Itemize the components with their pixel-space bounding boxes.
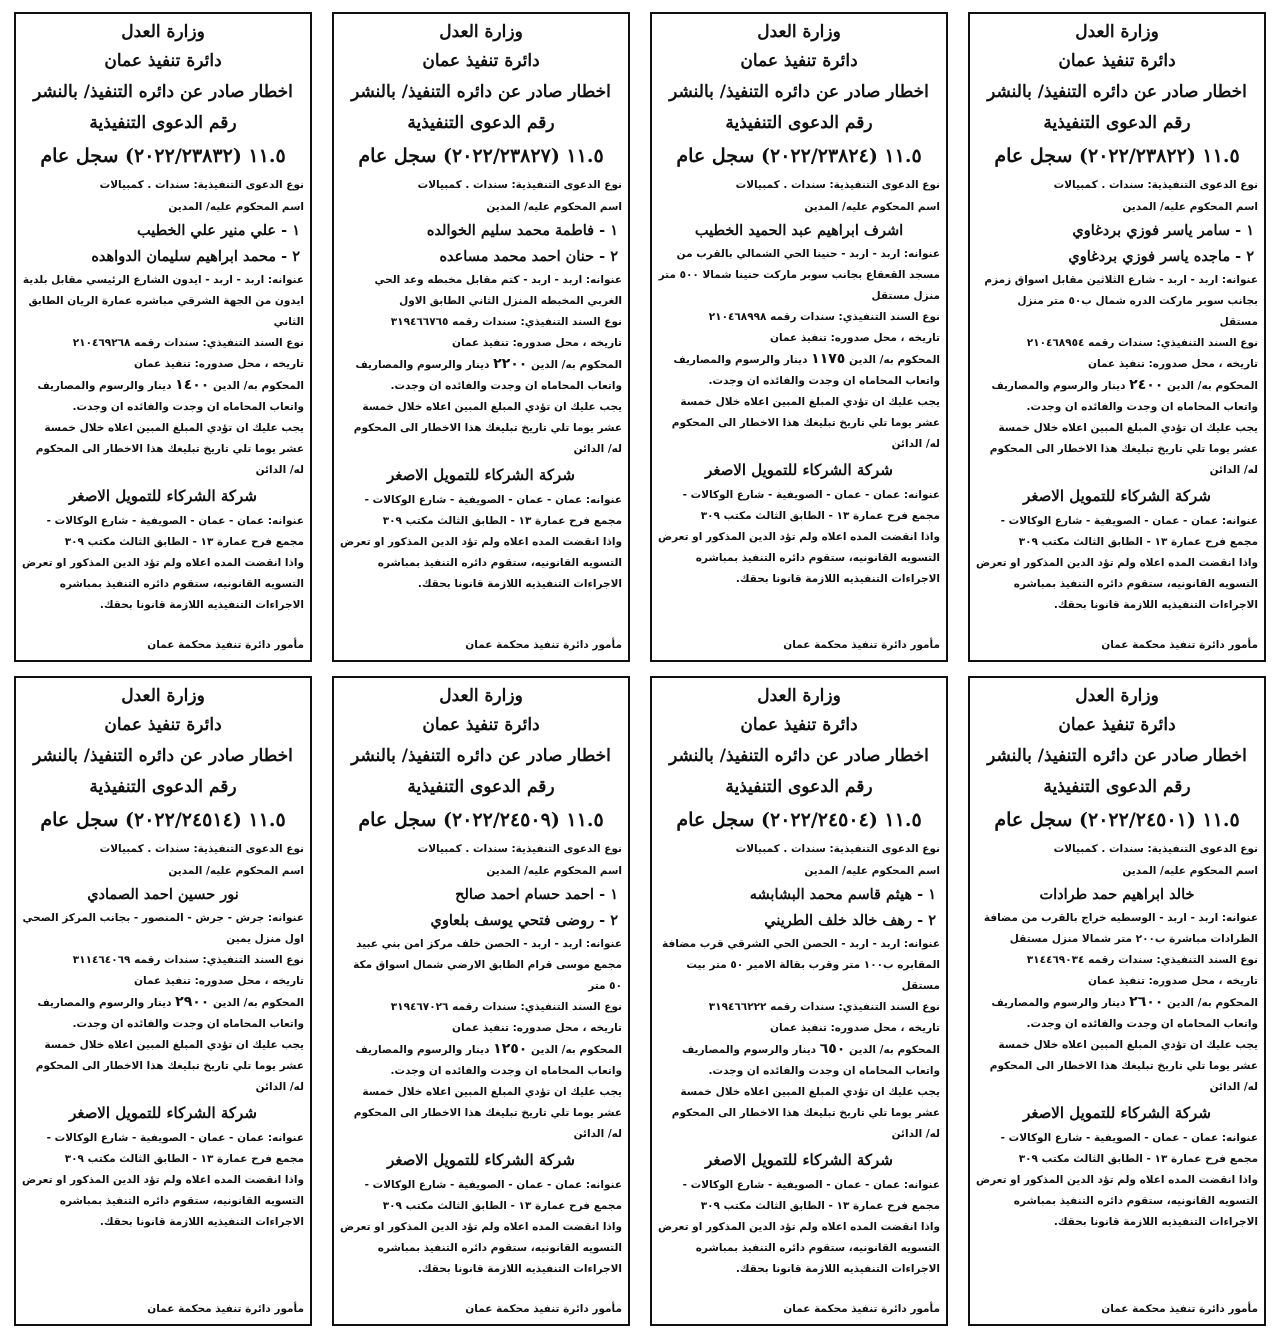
notice-type-heading: اخطار صادر عن دائره التنفيذ/ بالنشر xyxy=(987,82,1247,102)
bond-type: نوع السند التنفيذي: سندات رقمه ٣١٤٤٦٩٠٣٤ xyxy=(1026,954,1258,966)
notices-grid xyxy=(14,12,1266,1326)
amount-value: ٢٢٠٠ xyxy=(493,356,528,372)
creditor-address: عنوانه: عمان - عمان - الصويفية - شارع الوكالات - مجمع فرح عمارة ١٣ - الطابق الثالث مكتب ٣٠٩ xyxy=(46,1132,304,1165)
defendant-address: عنوانه: اربد - اربد - ايدون الشارع الرئيسي مقابل بلدية ايدون من الجهة الشرقي مباشره عمارة الريان الطابق الثاني xyxy=(22,274,304,328)
case-number-label: رقم الدعوى التنفيذية xyxy=(1043,777,1191,797)
origin: تاريخه ، محل صدوره: تنفيذ عمان xyxy=(1088,975,1258,987)
judgment-amount xyxy=(976,992,1258,1035)
fees-text: دينار والرسوم والمصاريف واتعاب المحاماه ان وجدت والفائده ان وجدت. xyxy=(673,354,940,387)
defendant-name: ١ - سامر ياسر فوزي بردغاوي xyxy=(1072,222,1254,239)
creditor-name: شركة الشركاء للتمويل الاصغر xyxy=(387,1151,575,1169)
claim-type: نوع الدعوى التنفيذية: سندات . كمبيالات xyxy=(99,843,304,855)
signature-footer: مأمور دائرة تنفيذ محكمة عمان xyxy=(465,639,622,651)
notice-card xyxy=(332,676,630,1326)
warning-text: واذا انقضت المده اعلاه ولم تؤد الدين المذكور او تعرض التسويه القانونيه، ستقوم دائره التنفيذ بمباشره الاجراءات التنفيذيه اللازمة قانونا بحقك. xyxy=(339,536,622,590)
signature-footer: مأمور دائرة تنفيذ محكمة عمان xyxy=(465,1303,622,1315)
creditor-name: شركة الشركاء للتمويل الاصغر xyxy=(69,1104,257,1122)
fees-text: دينار والرسوم والمصاريف واتعاب المحاماه ان وجدت والفائده ان وجدت. xyxy=(355,1044,622,1077)
case-number-label: رقم الدعوى التنفيذية xyxy=(407,113,555,133)
defendant-address: عنوانه: اربد - اربد - الحصن الحي الشرقي قرب مضافة المقابره ب١٠٠ متر وقرب بقالة الامير ٥٠ متر بيت مستقل xyxy=(662,938,940,992)
bond-type: نوع السند التنفيذي: سندات رقمه ٣١٩٤٦٧٠٢٦ xyxy=(390,1001,622,1013)
department-heading: دائرة تنفيذ عمان xyxy=(1058,715,1176,735)
defendant-label: اسم المحكوم عليه/ المدين xyxy=(804,865,940,877)
case-number-label: رقم الدعوى التنفيذية xyxy=(725,113,873,133)
warning-text: واذا انقضت المده اعلاه ولم تؤد الدين المذكور او تعرض التسويه القانونيه، ستقوم دائره التنفيذ بمباشره الاجراءات التنفيذيه اللازمة قانونا بحقك. xyxy=(975,557,1258,611)
case-number: ١١.٥ (٢٠٢٢/٢٤٥١٤) سجل عام xyxy=(40,809,286,831)
ministry-heading: وزارة العدل xyxy=(757,22,841,42)
case-number-label: رقم الدعوى التنفيذية xyxy=(89,113,237,133)
amount-prefix: المحكوم به/ الدين xyxy=(531,359,622,371)
case-number: ١١.٥ (٢٠٢٢/٢٤٥٠٤) سجل عام xyxy=(676,809,922,831)
defendant-label: اسم المحكوم عليه/ المدين xyxy=(1122,201,1258,213)
amount-value: ١١٧٥ xyxy=(811,351,846,367)
defendant-address: عنوانه: جرش - جرش - المنصور - بجانب المركز الصحي اول منزل يمين xyxy=(22,912,304,945)
case-number-label: رقم الدعوى التنفيذية xyxy=(407,777,555,797)
defendant-name: ٢ - رهف خالد خلف الطريني xyxy=(764,912,936,929)
deadline-text: يجب عليك ان تؤدي المبلغ المبين اعلاه خلال خمسة عشر يوما تلي تاريخ تبليغك هذا الاخطار الى المحكوم له/ الدائن xyxy=(353,401,622,455)
defendant-name: ٢ - روضى فتحي يوسف بلعاوي xyxy=(430,912,618,929)
defendant-label: اسم المحكوم عليه/ المدين xyxy=(1122,865,1258,877)
creditor-address: عنوانه: عمان - عمان - الصويفية - شارع الوكالات - مجمع فرح عمارة ١٣ - الطابق الثالث مكتب ٣٠٩ xyxy=(682,489,940,522)
creditor-address: عنوانه: عمان - عمان - الصويفية - شارع الوكالات - مجمع فرح عمارة ١٣ - الطابق الثالث مكتب ٣٠٩ xyxy=(1000,1132,1258,1165)
defendant-label: اسم المحكوم عليه/ المدين xyxy=(486,865,622,877)
fees-text: دينار والرسوم والمصاريف واتعاب المحاماه ان وجدت والفائده ان وجدت. xyxy=(37,380,304,413)
judgment-amount xyxy=(340,354,622,397)
origin: تاريخه ، محل صدوره: تنفيذ عمان xyxy=(134,975,304,987)
notice-card xyxy=(968,12,1266,662)
defendant-name: نور حسين احمد الصمادي xyxy=(87,886,239,903)
notice-card xyxy=(650,12,948,662)
department-heading: دائرة تنفيذ عمان xyxy=(104,51,222,71)
amount-value: ٢٤٠٠ xyxy=(1129,377,1164,393)
amount-value: ٦٥٠ xyxy=(819,1041,846,1057)
ministry-heading: وزارة العدل xyxy=(121,686,205,706)
deadline-text: يجب عليك ان تؤدي المبلغ المبين اعلاه خلال خمسة عشر يوما تلي تاريخ تبليغك هذا الاخطار الى المحكوم له/ الدائن xyxy=(989,1039,1258,1093)
notice-card xyxy=(332,12,630,662)
signature-footer: مأمور دائرة تنفيذ محكمة عمان xyxy=(147,639,304,651)
claim-type: نوع الدعوى التنفيذية: سندات . كمبيالات xyxy=(1053,843,1258,855)
defendant-label: اسم المحكوم عليه/ المدين xyxy=(168,201,304,213)
warning-text: واذا انقضت المده اعلاه ولم تؤد الدين المذكور او تعرض التسويه القانونيه، ستقوم دائره التنفيذ بمباشره الاجراءات التنفيذيه اللازمة قانونا بحقك. xyxy=(21,1174,304,1228)
defendant-label: اسم المحكوم عليه/ المدين xyxy=(486,201,622,213)
amount-prefix: المحكوم به/ الدين xyxy=(213,997,304,1009)
creditor-name: شركة الشركاء للتمويل الاصغر xyxy=(1023,487,1211,505)
defendant-address: عنوانه: اربد - اربد - حنينا الحي الشمالي بالقرب من مسجد القعقاع بجانب سوبر ماركت حنينا شمالا ٥٠٠ متر منزل مستقل xyxy=(658,248,940,302)
creditor-name: شركة الشركاء للتمويل الاصغر xyxy=(387,466,575,484)
origin: تاريخه ، محل صدوره: تنفيذ عمان xyxy=(770,332,940,344)
amount-prefix: المحكوم به/ الدين xyxy=(531,1044,622,1056)
fees-text: دينار والرسوم والمصاريف واتعاب المحاماه ان وجدت والفائده ان وجدت. xyxy=(991,380,1258,413)
claim-type: نوع الدعوى التنفيذية: سندات . كمبيالات xyxy=(1053,179,1258,191)
defendant-name: ٢ - ماجده ياسر فوزي بردغاوي xyxy=(1068,248,1254,265)
claim-type: نوع الدعوى التنفيذية: سندات . كمبيالات xyxy=(417,843,622,855)
judgment-amount xyxy=(340,1039,622,1082)
creditor-address: عنوانه: عمان - عمان - الصويفية - شارع الوكالات - مجمع فرح عمارة ١٣ - الطابق الثالث مكتب ٣٠٩ xyxy=(46,515,304,548)
notice-type-heading: اخطار صادر عن دائره التنفيذ/ بالنشر xyxy=(669,746,929,766)
case-number-label: رقم الدعوى التنفيذية xyxy=(89,777,237,797)
ministry-heading: وزارة العدل xyxy=(439,686,523,706)
warning-text: واذا انقضت المده اعلاه ولم تؤد الدين المذكور او تعرض التسويه القانونيه، ستقوم دائره التنفيذ بمباشره الاجراءات التنفيذيه اللازمة قانونا بحقك. xyxy=(339,1221,622,1275)
notice-type-heading: اخطار صادر عن دائره التنفيذ/ بالنشر xyxy=(669,82,929,102)
claim-type: نوع الدعوى التنفيذية: سندات . كمبيالات xyxy=(735,843,940,855)
fees-text: دينار والرسوم والمصاريف واتعاب المحاماه ان وجدت والفائده ان وجدت. xyxy=(991,997,1258,1030)
amount-value: ١٢٥٠ xyxy=(493,1041,528,1057)
amount-value: ٢٩٠٠ xyxy=(175,994,210,1010)
notice-type-heading: اخطار صادر عن دائره التنفيذ/ بالنشر xyxy=(351,746,611,766)
notice-type-heading: اخطار صادر عن دائره التنفيذ/ بالنشر xyxy=(987,746,1247,766)
ministry-heading: وزارة العدل xyxy=(757,686,841,706)
ministry-heading: وزارة العدل xyxy=(439,22,523,42)
amount-value: ٢٦٠٠ xyxy=(1129,994,1164,1010)
bond-type: نوع السند التنفيذي: سندات رقمه ٢١٠٤٦٩٢٦٨ xyxy=(72,337,304,349)
defendant-address: عنوانه: اربد - اربد - الحصن خلف مركز امن بني عبيد مجمع موسى قرام الطابق الارضي شمال اسواق مكة ٥٠ متر xyxy=(353,938,622,992)
case-number: ١١.٥ (٢٠٢٢/٢٣٨٣٢) سجل عام xyxy=(40,145,286,167)
judgment-amount xyxy=(658,349,940,392)
judgment-amount xyxy=(976,375,1258,418)
defendant-label: اسم المحكوم عليه/ المدين xyxy=(804,201,940,213)
defendant-name: ١ - علي منير علي الخطيب xyxy=(137,222,300,239)
creditor-name: شركة الشركاء للتمويل الاصغر xyxy=(1023,1104,1211,1122)
judgment-amount xyxy=(22,992,304,1035)
fees-text: دينار والرسوم والمصاريف واتعاب المحاماه ان وجدت والفائده ان وجدت. xyxy=(37,997,304,1030)
notice-type-heading: اخطار صادر عن دائره التنفيذ/ بالنشر xyxy=(351,82,611,102)
defendant-address: عنوانه: اربد - اربد - الوسطيه خراج بالقرب من مضافة الطرادات مباشرة ب٢٠٠ متر شمالا منزل مستقل xyxy=(983,912,1258,945)
notice-type-heading: اخطار صادر عن دائره التنفيذ/ بالنشر xyxy=(33,82,293,102)
notice-card xyxy=(650,676,948,1326)
department-heading: دائرة تنفيذ عمان xyxy=(422,51,540,71)
origin: تاريخه ، محل صدوره: تنفيذ عمان xyxy=(1088,358,1258,370)
bond-type: نوع السند التنفيذي: سندات رقمه ٢١٠٤٦٨٩٩٨ xyxy=(708,311,940,323)
case-number: ١١.٥ (٢٠٢٢/٢٤٥٠٩) سجل عام xyxy=(358,809,604,831)
bond-type: نوع السند التنفيذي: سندات رقمه ٣١٩٤٦٦٢٢٢ xyxy=(708,1001,940,1013)
fees-text: دينار والرسوم والمصاريف واتعاب المحاماه ان وجدت والفائده ان وجدت. xyxy=(682,1044,940,1077)
defendant-address: عنوانه: اربد - اربد - شارع الثلاثين مقابل اسواق زمزم بجانب سوبر ماركت الدره شمال ب٥٠ متر منزل مستقل xyxy=(984,274,1258,328)
warning-text: واذا انقضت المده اعلاه ولم تؤد الدين المذكور او تعرض التسويه القانونيه، ستقوم دائره التنفيذ بمباشره الاجراءات التنفيذيه اللازمة قانونا بحقك. xyxy=(657,1221,940,1275)
amount-value: ١٤٠٠ xyxy=(175,377,210,393)
creditor-address: عنوانه: عمان - عمان - الصويفية - شارع الوكالات - مجمع فرح عمارة ١٣ - الطابق الثالث مكتب ٣٠٩ xyxy=(682,1179,940,1212)
notice-type-heading: اخطار صادر عن دائره التنفيذ/ بالنشر xyxy=(33,746,293,766)
creditor-address: عنوانه: عمان - عمان - الصويفية - شارع الوكالات - مجمع فرح عمارة ١٣ - الطابق الثالث مكتب ٣٠٩ xyxy=(364,1179,622,1212)
signature-footer: مأمور دائرة تنفيذ محكمة عمان xyxy=(1101,1303,1258,1315)
origin: تاريخه ، محل صدوره: تنفيذ عمان xyxy=(452,1022,622,1034)
case-number: ١١.٥ (٢٠٢٢/٢٣٨٢٢) سجل عام xyxy=(994,145,1240,167)
bond-type: نوع السند التنفيذي: سندات رقمه ٣١١٤٦٤٠٦٩ xyxy=(72,954,304,966)
bond-type: نوع السند التنفيذي: سندات رقمه ٣١٩٤٦٦٧٦٥ xyxy=(390,316,622,328)
defendant-address: عنوانه: اربد - اربد - كتم مقابل مخبطه وعد الحي الغربي المخبطه المنزل الثاني الطابق الاول xyxy=(374,274,622,307)
warning-text: واذا انقضت المده اعلاه ولم تؤد الدين المذكور او تعرض التسويه القانونيه، ستقوم دائره التنفيذ بمباشره الاجراءات التنفيذيه اللازمة قانونا بحقك. xyxy=(21,557,304,611)
notice-card xyxy=(968,676,1266,1326)
claim-type: نوع الدعوى التنفيذية: سندات . كمبيالات xyxy=(735,179,940,191)
defendant-name: ٢ - حنان احمد محمد مساعده xyxy=(439,248,618,265)
deadline-text: يجب عليك ان تؤدي المبلغ المبين اعلاه خلال خمسة عشر يوما تلي تاريخ تبليغك هذا الاخطار الى المحكوم له/ الدائن xyxy=(35,422,304,476)
deadline-text: يجب عليك ان تؤدي المبلغ المبين اعلاه خلال خمسة عشر يوما تلي تاريخ تبليغك هذا الاخطار الى المحكوم له/ الدائن xyxy=(35,1039,304,1093)
defendant-name: ٢ - محمد ابراهيم سليمان الدواهده xyxy=(91,248,300,265)
creditor-address: عنوانه: عمان - عمان - الصويفية - شارع الوكالات - مجمع فرح عمارة ١٣ - الطابق الثالث مكتب ٣٠٩ xyxy=(1000,515,1258,548)
case-number: ١١.٥ (٢٠٢٢/٢٣٨٢٧) سجل عام xyxy=(358,145,604,167)
deadline-text: يجب عليك ان تؤدي المبلغ المبين اعلاه خلال خمسة عشر يوما تلي تاريخ تبليغك هذا الاخطار الى المحكوم له/ الدائن xyxy=(989,422,1258,476)
signature-footer: مأمور دائرة تنفيذ محكمة عمان xyxy=(783,639,940,651)
creditor-name: شركة الشركاء للتمويل الاصغر xyxy=(69,487,257,505)
notice-card xyxy=(14,12,312,662)
judgment-amount xyxy=(658,1039,940,1082)
signature-footer: مأمور دائرة تنفيذ محكمة عمان xyxy=(147,1303,304,1315)
origin: تاريخه ، محل صدوره: تنفيذ عمان xyxy=(452,337,622,349)
case-number: ١١.٥ (٢٠٢٢/٢٤٥٠١) سجل عام xyxy=(994,809,1240,831)
ministry-heading: وزارة العدل xyxy=(1075,22,1159,42)
amount-prefix: المحكوم به/ الدين xyxy=(1167,380,1258,392)
amount-prefix: المحكوم به/ الدين xyxy=(1167,997,1258,1009)
warning-text: واذا انقضت المده اعلاه ولم تؤد الدين المذكور او تعرض التسويه القانونيه، ستقوم دائره التنفيذ بمباشره الاجراءات التنفيذيه اللازمة قانونا بحقك. xyxy=(657,531,940,585)
department-heading: دائرة تنفيذ عمان xyxy=(104,715,222,735)
amount-prefix: المحكوم به/ الدين xyxy=(849,1044,940,1056)
claim-type: نوع الدعوى التنفيذية: سندات . كمبيالات xyxy=(417,179,622,191)
creditor-name: شركة الشركاء للتمويل الاصغر xyxy=(705,461,893,479)
department-heading: دائرة تنفيذ عمان xyxy=(740,715,858,735)
ministry-heading: وزارة العدل xyxy=(1075,686,1159,706)
signature-footer: مأمور دائرة تنفيذ محكمة عمان xyxy=(1101,639,1258,651)
origin: تاريخه ، محل صدوره: تنفيذ عمان xyxy=(770,1022,940,1034)
deadline-text: يجب عليك ان تؤدي المبلغ المبين اعلاه خلال خمسة عشر يوما تلي تاريخ تبليغك هذا الاخطار الى المحكوم له/ الدائن xyxy=(671,1086,940,1140)
defendant-name: ١ - احمد حسام احمد صالح xyxy=(455,886,618,903)
creditor-address: عنوانه: عمان - عمان - الصويفية - شارع الوكالات - مجمع فرح عمارة ١٣ - الطابق الثالث مكتب ٣٠٩ xyxy=(364,494,622,527)
fees-text: دينار والرسوم والمصاريف واتعاب المحاماه ان وجدت والفائده ان وجدت. xyxy=(355,359,622,392)
notice-card xyxy=(14,676,312,1326)
ministry-heading: وزارة العدل xyxy=(121,22,205,42)
judgment-amount xyxy=(22,375,304,418)
amount-prefix: المحكوم به/ الدين xyxy=(213,380,304,392)
defendant-label: اسم المحكوم عليه/ المدين xyxy=(168,865,304,877)
signature-footer: مأمور دائرة تنفيذ محكمة عمان xyxy=(783,1303,940,1315)
deadline-text: يجب عليك ان تؤدي المبلغ المبين اعلاه خلال خمسة عشر يوما تلي تاريخ تبليغك هذا الاخطار الى المحكوم له/ الدائن xyxy=(671,396,940,450)
department-heading: دائرة تنفيذ عمان xyxy=(422,715,540,735)
department-heading: دائرة تنفيذ عمان xyxy=(740,51,858,71)
origin: تاريخه ، محل صدوره: تنفيذ عمان xyxy=(134,358,304,370)
deadline-text: يجب عليك ان تؤدي المبلغ المبين اعلاه خلال خمسة عشر يوما تلي تاريخ تبليغك هذا الاخطار الى المحكوم له/ الدائن xyxy=(353,1086,622,1140)
case-number: ١١.٥ (٢٠٢٢/٢٣٨٢٤) سجل عام xyxy=(676,145,922,167)
amount-prefix: المحكوم به/ الدين xyxy=(849,354,940,366)
defendant-name: خالد ابراهيم حمد طرادات xyxy=(1039,886,1195,903)
department-heading: دائرة تنفيذ عمان xyxy=(1058,51,1176,71)
defendant-name: اشرف ابراهيم عبد الحميد الخطيب xyxy=(694,222,904,239)
case-number-label: رقم الدعوى التنفيذية xyxy=(725,777,873,797)
defendant-name: ١ - هيثم قاسم محمد البشابشه xyxy=(749,886,936,903)
claim-type: نوع الدعوى التنفيذية: سندات . كمبيالات xyxy=(99,179,304,191)
warning-text: واذا انقضت المده اعلاه ولم تؤد الدين المذكور او تعرض التسويه القانونيه، ستقوم دائره التنفيذ بمباشره الاجراءات التنفيذيه اللازمة قانونا بحقك. xyxy=(975,1174,1258,1228)
bond-type: نوع السند التنفيذي: سندات رقمه ٢١٠٤٦٨٩٥٤ xyxy=(1026,337,1258,349)
creditor-name: شركة الشركاء للتمويل الاصغر xyxy=(705,1151,893,1169)
defendant-name: ١ - فاطمة محمد سليم الخوالده xyxy=(426,222,618,239)
case-number-label: رقم الدعوى التنفيذية xyxy=(1043,113,1191,133)
